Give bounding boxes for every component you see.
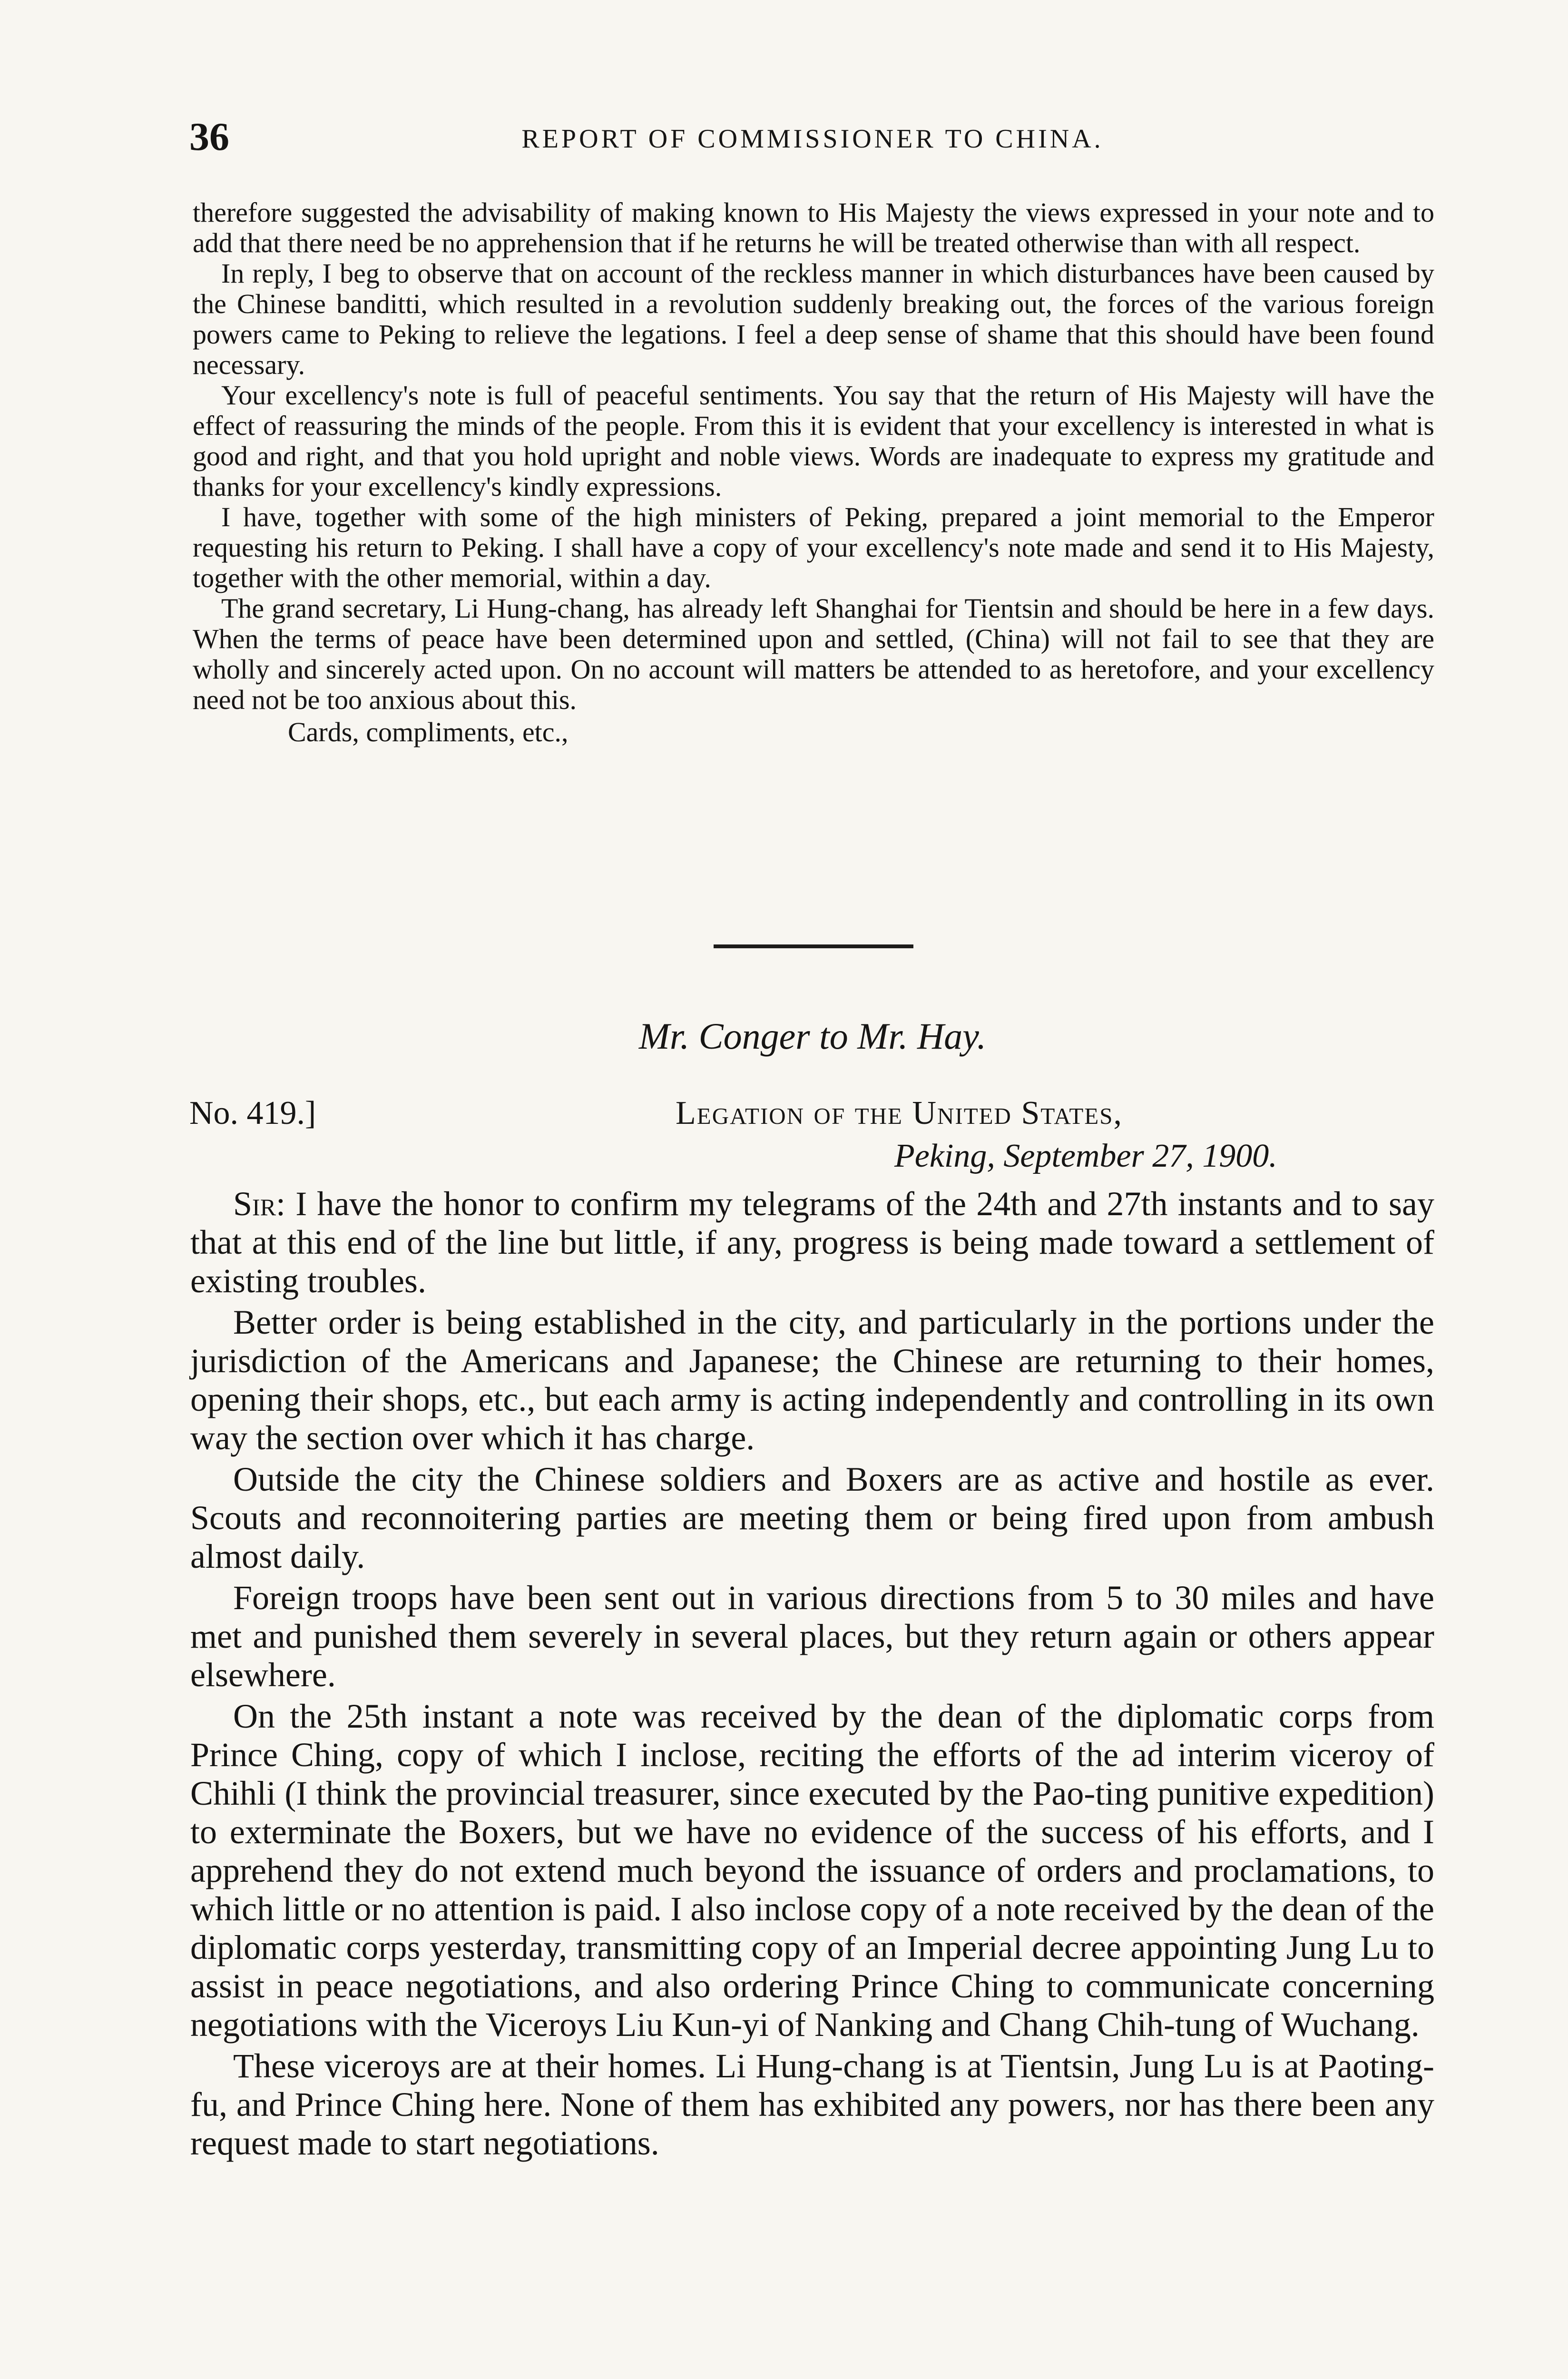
- enclosure-closing: Cards, compliments, etc.,: [288, 717, 568, 747]
- salutation: Sir:: [233, 1185, 286, 1223]
- enclosure-text: [193, 197, 1434, 747]
- letter-heading: Mr. Conger to Mr. Hay.: [638, 1015, 987, 1057]
- section-divider: [714, 944, 913, 948]
- enclosure-paragraph: In reply, I beg to observe that on account of the reckless manner in which disturbances have been caused by the Chinese banditti, which resulted in a revolution suddenly breaking out, the forces of the various foreign powers came to Peking to relieve the legations. I feel a deep sense of shame that this should have been found necessary.: [193, 258, 1434, 380]
- letter-paragraph: Foreign troops have been sent out in various directions from 5 to 30 miles and have met and punished them severely in several places, but they return again or others appear elsewhere.: [190, 1579, 1434, 1694]
- letter-paragraph: Outside the city the Chinese soldiers and Boxers are as active and hostile as ever. Scouts and reconnoitering parties are meeting them or being fired upon from ambush almost daily.: [190, 1460, 1434, 1575]
- letter-paragraph: Better order is being established in the city, and particularly in the portions under the jurisdiction of the Americans and Japanese; the Chinese are returning to their homes, opening their shops, etc., but each army is acting independently and controlling in its own way the section over which it has charge.: [190, 1303, 1434, 1457]
- letter-paragraph: On the 25th instant a note was received by the dean of the diplomatic corps from Prince Ching, copy of which I inclose, reciting the efforts of the ad interim viceroy of Chihli (I think the provincial treasurer, since executed by the Pao-ting punitive expedition) to exterminate the Boxers, but we have no evidence of the success of his efforts, and I apprehend they do not extend much beyond the issuance of orders and proclamations, to which little or no attention is paid. I also inclose copy of a note received by the dean of the diplomatic corps yesterday, transmitting copy of an Imperial decree appointing Jung Lu to assist in peace negotiations, and also ordering Prince Ching to communicate concerning negotiations with the Viceroys Liu Kun-yi of Nanking and Chang Chih-tung of Wuchang.: [190, 1697, 1434, 2044]
- page-number: 36: [189, 115, 229, 159]
- letter-body: [190, 1185, 1434, 2165]
- letter-paragraph-text: I have the honor to confirm my telegrams of the 24th and 27th instants and to say that at this end of the line but little, if any, progress is being made toward a settlement of existing troubles.: [190, 1185, 1435, 1300]
- enclosure-paragraph: therefore suggested the advisability of making known to His Majesty the views expressed in your note and to add that there need be no apprehension that if he returns he will be treated otherwise than with all respect.: [193, 197, 1434, 258]
- enclosure-paragraph: I have, together with some of the high ministers of Peking, prepared a joint memorial to the Emperor requesting his return to Peking. I shall have a copy of your excellency's note made and send it to His Majesty, together with the other memorial, within a day.: [193, 501, 1434, 593]
- enclosure-paragraph: The grand secretary, Li Hung-chang, has already left Shanghai for Tientsin and should be here in a few days. When the terms of peace have been determined upon and settled, (China) will not fail to see that they are wholly and sincerely acted upon. On no account will matters be attended to as heretofore, and your excellency need not be too anxious about this.: [193, 593, 1434, 715]
- letter-paragraph: These viceroys are at their homes. Li Hung-chang is at Tientsin, Jung Lu is at Paoting-fu, and Prince Ching here. None of them has exhibited any powers, nor has there been any request made to start negotiations.: [190, 2047, 1434, 2162]
- legation-line: Legation of the United States,: [676, 1095, 1123, 1131]
- page-header: [189, 113, 1436, 161]
- letter-number: No. 419.]: [189, 1095, 316, 1131]
- running-head: REPORT OF COMMISSIONER TO CHINA.: [521, 124, 1104, 154]
- enclosure-paragraph: Your excellency's note is full of peaceful sentiments. You say that the return of His Majesty will have the effect of reassuring the minds of the people. From this it is evident that your excellency is interested in what is good and right, and that you hold upright and noble views. Words are inadequate to express my gratitude and thanks for your excellency's kindly expressions.: [193, 380, 1434, 502]
- dateline: Peking, September 27, 1900.: [894, 1138, 1277, 1174]
- letter-paragraph: [190, 1185, 1434, 1300]
